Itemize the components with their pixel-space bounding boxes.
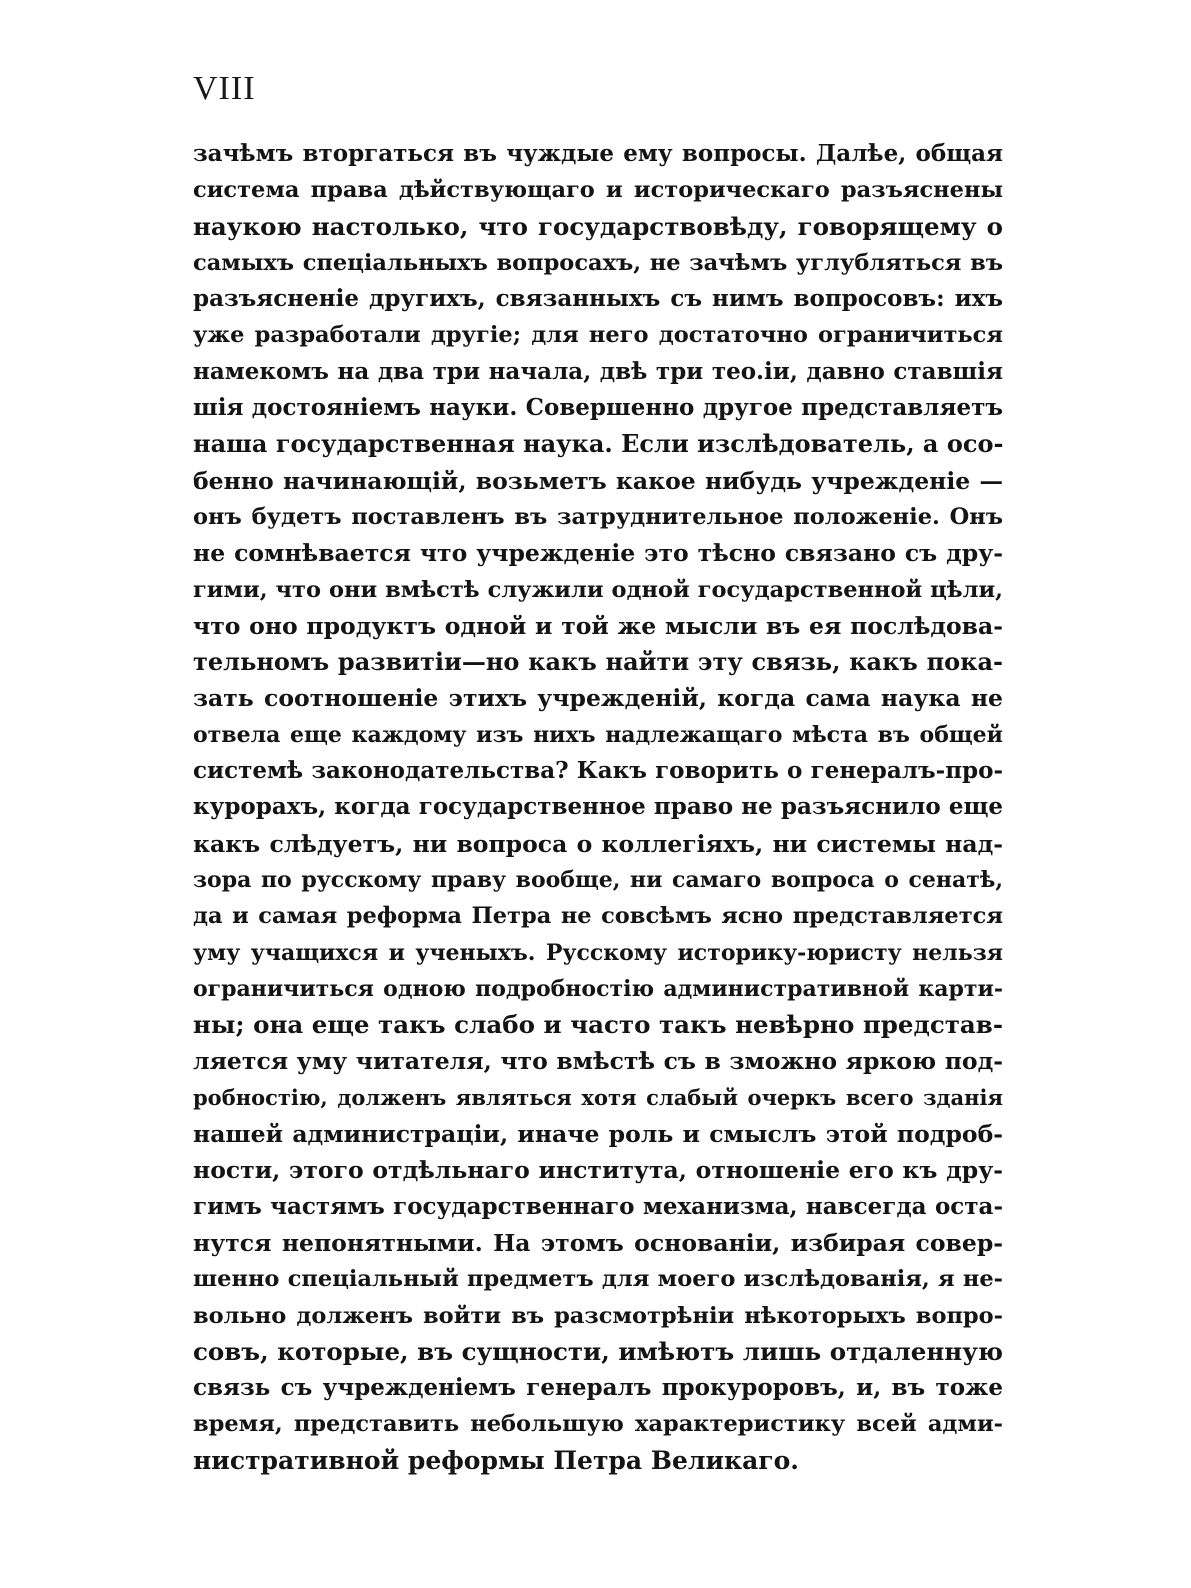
text-line: зора по русскому праву вообще, ни самаго вопроса о сенатѣ, [193,866,1003,893]
text-line: вольно долженъ войти въ разсмотрѣніи нѣкоторыхъ вопро- [193,1302,1003,1329]
text-line: онъ будетъ поставленъ въ затруднительное положеніе. Онъ [193,503,1003,530]
text-line: намекомъ на два три начала, двѣ три тео.іи, давно ставшія [193,357,1003,385]
text-line: ляется уму читателя, что вмѣстѣ съ в зможно яркою под- [193,1047,1003,1076]
text-line: ности, этого отдѣльнаго института, отношеніе его къ дру- [193,1156,1003,1185]
text-line: разъясненіе другихъ, связанныхъ съ нимъ вопросовъ: ихъ [193,285,1003,313]
text-line: время, представить небольшую характеристику всей адми- [193,1411,1003,1438]
text-line: не сомнѣвается что учрежденіе это тѣсно связано съ дру- [193,539,1003,568]
text-line: ограничиться одною подробностію административной карти- [193,975,1003,1002]
page-number: VIII [193,70,256,107]
text-line: да и самая реформа Петра не совсѣмъ ясно представляется [193,903,1003,930]
text-line: уму учащихся и ученыхъ. Русскому историку-юристу нельзя [193,939,1003,966]
text-line: шія достояніемъ науки. Совершенно другое представляетъ [193,394,1003,422]
text-line: связь съ учрежденіемъ генералъ прокуроровъ, и, въ тоже [193,1374,1003,1402]
text-line: гими, что они вмѣстѣ служили одной государственной цѣли, [193,576,1003,603]
text-line: наша государственная наука. Если изслѣдователь, а осо- [193,429,1003,459]
text-line: гимъ частямъ государственнаго механизма, навсегда оста- [193,1192,1003,1220]
text-line: шенно спеціальный предметъ для моего изслѣдованія, я не- [193,1266,1003,1293]
text-line: бенно начинающій, возьметъ какое нибудь учрежденіе — [193,466,1003,495]
text-line: система права дѣйствующаго и историческаго разъяснены [193,177,1003,204]
text-line: робностію, долженъ являться хотя слабый очеркъ всего зданія [193,1084,1003,1110]
text-line: отвела еще каждому изъ нихъ надлежащаго мѣста въ общей [193,721,1003,748]
text-line: какъ слѣдуетъ, ни вопроса о коллегіяхъ, ни системы над- [193,829,1003,858]
text-line: самыхъ спеціальныхъ вопросахъ, не зачѣмъ углубляться въ [193,249,1003,276]
text-line: зачѣмъ вторгаться въ чуждые ему вопросы. Далѣе, общая [193,140,1003,167]
text-line: совъ, которые, въ сущности, имѣютъ лишь отдаленную [193,1336,1003,1366]
text-line: тельномъ развитіи—но какъ найти эту связь, какъ пока- [193,647,1003,677]
text-line: что оно продуктъ одной и той же мысли въ ея послѣдова- [193,611,1003,640]
text-line: системѣ законодательства? Какъ говорить о генералъ-про- [193,757,1003,785]
text-line: нашей администраціи, иначе роль и смыслъ этой подроб- [193,1120,1003,1149]
text-line: наукою настолько, что государствовѣду, говорящему о [193,211,1003,241]
text-line: нистративной реформы Петра Великаго. [193,1445,799,1475]
body-text [193,136,1003,1479]
text-line: ны; она еще такъ слабо и часто такъ невѣрно представ- [193,1010,1003,1040]
text-line: зать соотношеніе этихъ учрежденій, когда сама наука не [193,684,1003,713]
text-line: курорахъ, когда государственное право не разъяснило еще [193,793,1003,821]
text-line: уже разработали другіе; для него достаточно ограничиться [193,322,1003,349]
text-line: нутся непонятными. На этомъ основаніи, избирая совер- [193,1228,1003,1257]
